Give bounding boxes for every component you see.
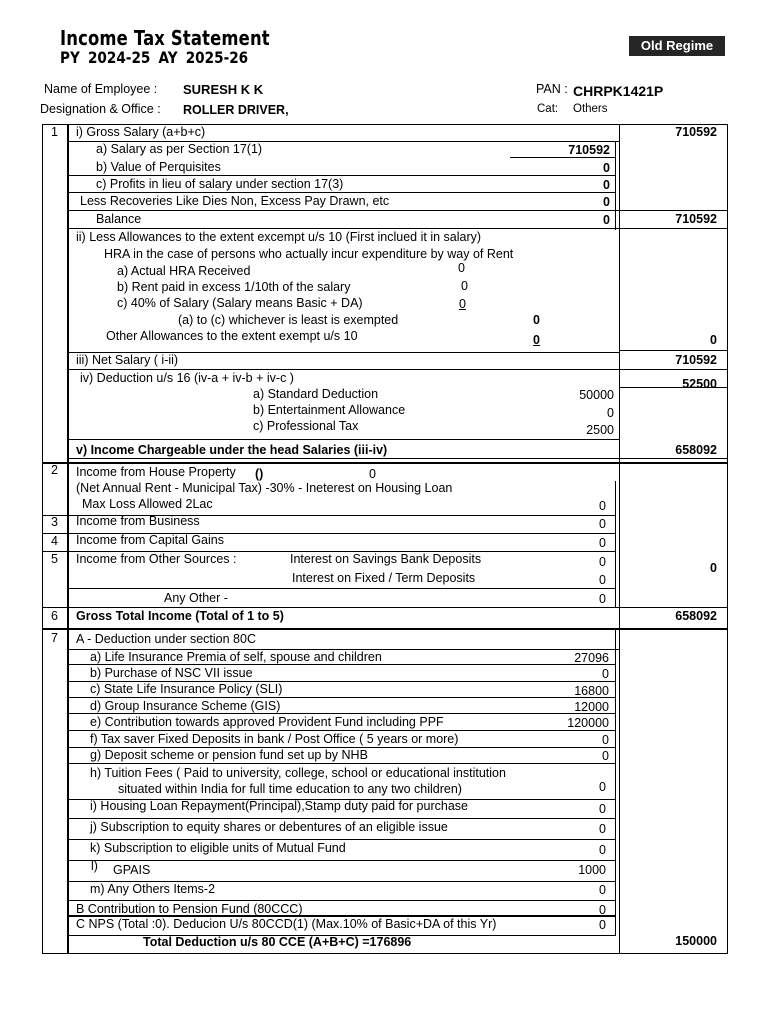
perquisites-label: b) Value of Perquisites (96, 160, 221, 174)
equity-shares-value: 0 (599, 822, 606, 836)
rule (42, 628, 728, 630)
rule (68, 839, 616, 840)
tax-saver-fd-label: f) Tax saver Fixed Deposits in bank / Post Office ( 5 years or more) (90, 732, 459, 746)
regime-badge: Old Regime (629, 36, 725, 56)
mutual-fund-value: 0 (599, 843, 606, 857)
row-number: 1 (51, 125, 58, 139)
rule (42, 462, 728, 464)
other-items-label: m) Any Others Items-2 (90, 882, 216, 896)
table-border-bottom (42, 953, 728, 954)
salary-17-1-label: a) Salary as per Section 17(1) (96, 142, 263, 156)
housing-loan-value: 0 (599, 802, 606, 816)
mutual-fund-label: k) Subscription to eligible units of Mutual Fund (90, 841, 346, 855)
sli-value: 16800 (574, 684, 609, 698)
rule (68, 228, 728, 229)
row-number: 3 (51, 515, 58, 529)
employee-name: SURESH K K (183, 82, 264, 97)
hra-rent-label: b) Rent paid in excess 1/10th of the salary (117, 280, 351, 294)
net-salary-label: iii) Net Salary ( i-ii) (76, 353, 179, 367)
any-other-value: 0 (599, 592, 606, 606)
deduction-16-total: 52500 (682, 377, 717, 391)
savings-interest-value: 0 (599, 555, 606, 569)
hra-40pct-label: c) 40% of Salary (Salary means Basic + DA) (117, 296, 363, 310)
other-income-total: 0 (710, 561, 717, 575)
nsc-value: 0 (602, 667, 609, 681)
sub-column-line-c (615, 630, 616, 936)
net-salary-total: 710592 (675, 353, 717, 367)
pan-label: PAN : (536, 82, 568, 96)
hra-40pct-value: 0 (459, 297, 466, 311)
hra-actual-label: a) Actual HRA Received (117, 264, 251, 278)
profits-lieu-value: 0 (603, 178, 610, 192)
row-number: 2 (51, 463, 58, 477)
housing-loan-label: i) Housing Loan Repayment(Principal),Stamp duty paid for purchase (90, 799, 468, 813)
rule (68, 458, 728, 459)
tuition-fees-label-cont: situated within India for full time education to any two children) (118, 782, 462, 796)
fd-interest-label: Interest on Fixed / Term Deposits (292, 571, 476, 585)
rule (68, 818, 616, 819)
gross-salary-total: 710592 (675, 125, 717, 139)
rule (68, 369, 728, 370)
nps-value: 0 (599, 918, 606, 932)
table-divider-amount (619, 124, 620, 954)
row-number: 7 (51, 631, 58, 645)
hra-rent-value: 0 (461, 279, 468, 293)
salary-17-1-value: 710592 (568, 143, 610, 157)
gis-value: 12000 (574, 700, 609, 714)
professional-tax-label: c) Professional Tax (253, 419, 359, 433)
other-allowances-value: 0 (533, 333, 540, 347)
perquisites-value: 0 (603, 161, 610, 175)
savings-interest-label: Interest on Savings Bank Deposits (290, 552, 482, 566)
allowances-total: 0 (710, 333, 717, 347)
row-number: 4 (51, 534, 58, 548)
max-loss-label: Max Loss Allowed 2Lac (82, 497, 213, 511)
fd-interest-value: 0 (599, 573, 606, 587)
ppf-value: 120000 (567, 716, 609, 730)
cat-label: Cat: (537, 103, 559, 115)
max-loss-value: 0 (599, 499, 606, 513)
hra-least-label: (a) to (c) whichever is least is exempted (178, 313, 399, 327)
other-items-value: 0 (599, 883, 606, 897)
pan-value: CHRPK1421P (573, 83, 664, 99)
gpais-value: 1000 (578, 863, 606, 877)
lic-value: 27096 (574, 651, 609, 665)
less-recoveries-value: 0 (603, 195, 610, 209)
nps-label: C NPS (Total :0). Deducion U/s 80CCD(1) (Max.10% of Basic+DA of this Yr) (76, 917, 497, 931)
balance-total: 710592 (675, 212, 717, 226)
hra-heading: HRA in the case of persons who actually incur expenditure by way of Rent (104, 247, 514, 261)
total-deduction-label: Total Deduction u/s 80 CCE (A+B+C) =176896 (143, 935, 412, 949)
pension-fund-label: B Contribution to Pension Fund (80CCC) (76, 902, 303, 916)
cat-value: Others (573, 103, 608, 115)
designation-label: Designation & Office : (40, 102, 161, 116)
business-income-label: Income from Business (76, 514, 200, 528)
row-number: 5 (51, 552, 58, 566)
tuition-fees-label: h) Tuition Fees ( Paid to university, college, school or educational institution (90, 766, 506, 780)
nhb-deposit-label: g) Deposit scheme or pension fund set up by NHB (90, 748, 368, 762)
tuition-fees-value: 0 (599, 780, 606, 794)
hra-actual-value: 0 (458, 261, 465, 275)
income-chargeable-total: 658092 (675, 443, 717, 457)
deduction-16-label: iv) Deduction u/s 16 (iv-a + iv-b + iv-c ) (80, 371, 294, 385)
rule (42, 607, 728, 608)
gross-total-value: 658092 (675, 609, 717, 623)
rule (619, 350, 728, 351)
equity-shares-label: j) Subscription to equity shares or debentures of an eligible issue (90, 820, 448, 834)
standard-deduction-value: 50000 (579, 388, 614, 402)
lic-label: a) Life Insurance Premia of self, spouse and children (90, 650, 382, 664)
standard-deduction-label: a) Standard Deduction (253, 387, 379, 401)
table-divider-number (67, 124, 69, 954)
balance-label: Balance (96, 212, 142, 226)
gpais-label: GPAIS (113, 863, 151, 877)
total-deduction-value: 150000 (675, 934, 717, 948)
hra-least-value: 0 (533, 313, 540, 327)
capital-gains-value: 0 (599, 536, 606, 550)
sli-label: c) State Life Insurance Policy (SLI) (90, 682, 283, 696)
professional-tax-value: 2500 (586, 423, 614, 437)
gross-salary-label: i) Gross Salary (a+b+c) (76, 125, 206, 139)
entertainment-allowance-value: 0 (607, 406, 614, 420)
rule (68, 588, 616, 589)
house-property-mid: 0 (369, 467, 376, 481)
designation-value: ROLLER DRIVER, (183, 103, 289, 117)
nsc-label: b) Purchase of NSC VII issue (90, 666, 253, 680)
income-chargeable-label: v) Income Chargeable under the head Salaries (iii-iv) (76, 443, 388, 457)
other-sources-label: Income from Other Sources : (76, 552, 237, 566)
capital-gains-label: Income from Capital Gains (76, 533, 224, 547)
balance-value: 0 (603, 213, 610, 227)
profits-lieu-label: c) Profits in lieu of salary under section 17(3) (96, 177, 344, 191)
ppf-label: e) Contribution towards approved Provident Fund including PPF (90, 715, 444, 729)
allowances-heading: ii) Less Allowances to the extent excempt u/s 10 (First inclued it in salary) (76, 230, 482, 244)
tax-statement-table (42, 124, 728, 954)
any-other-label: Any Other - (164, 591, 228, 605)
rule (68, 439, 619, 440)
gross-total-label: Gross Total Income (Total of 1 to 5) (76, 609, 284, 623)
gis-label: d) Group Insurance Scheme (GIS) (90, 699, 281, 713)
page-title: Income Tax Statement (60, 26, 270, 50)
house-property-label: Income from House Property (76, 465, 236, 479)
rule (68, 900, 616, 901)
less-recoveries-label: Less Recoveries Like Dies Non, Excess Pay Drawn, etc (80, 194, 390, 208)
name-label: Name of Employee : (44, 82, 158, 96)
row-number: 6 (51, 609, 58, 623)
entertainment-allowance-label: b) Entertainment Allowance (253, 403, 406, 417)
tax-saver-fd-value: 0 (602, 733, 609, 747)
pension-fund-value: 0 (599, 903, 606, 917)
gpais-letter: l) (91, 859, 98, 873)
house-property-note: (Net Annual Rent - Municipal Tax) -30% - Ineterest on Housing Loan (76, 481, 453, 495)
rule (68, 860, 616, 861)
sub-column-line-a (615, 142, 616, 230)
house-property-paren: () (255, 467, 264, 481)
nhb-deposit-value: 0 (602, 749, 609, 763)
page-subtitle: PY 2024-25 AY 2025-26 (60, 48, 249, 67)
rule (68, 210, 728, 211)
business-income-value: 0 (599, 517, 606, 531)
deduction-80c-heading: A - Deduction under section 80C (76, 632, 256, 646)
table-border-right (727, 124, 728, 954)
other-allowances-label: Other Allowances to the extent exempt u/s 10 (106, 329, 358, 343)
